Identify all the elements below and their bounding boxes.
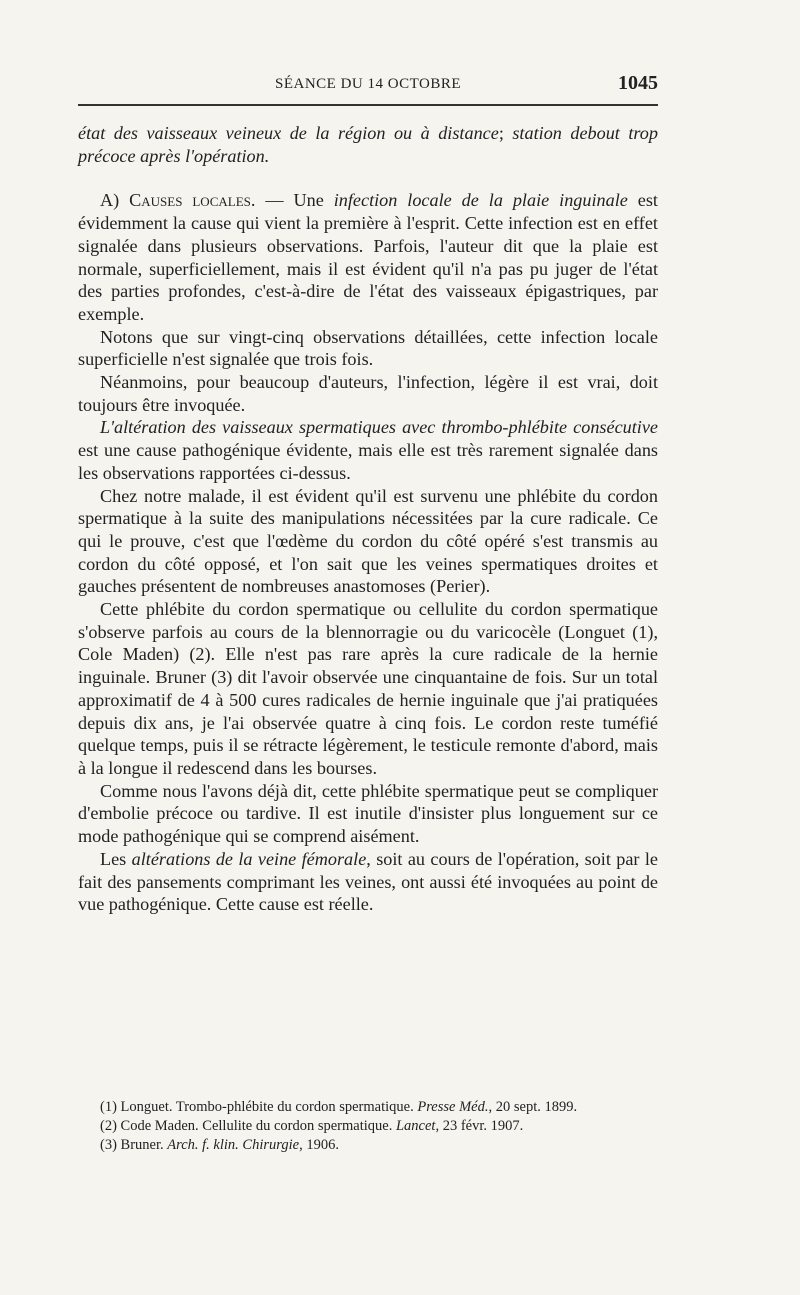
footnote-source: Presse Méd. (417, 1099, 489, 1115)
footnote-3 (78, 1136, 658, 1155)
footnote-text: , 23 févr. 1907. (435, 1118, 524, 1134)
footnotes (78, 1098, 658, 1155)
header-rule (78, 104, 658, 106)
paragraph-text: est une cause pathogénique évidente, mais elle est très rarement signalée dans les observations rapportées ci-dessus. (78, 440, 658, 483)
paragraph-text: — Une (255, 190, 334, 211)
footnote-text: (2) Code Maden. Cellulite du cordon spermatique. (100, 1118, 396, 1134)
paragraph-causes-locales (78, 189, 658, 325)
running-head: SÉANCE DU 14 OCTOBRE (275, 76, 461, 92)
paragraph: Néanmoins, pour beaucoup d'auteurs, l'infection, légère il est vrai, doit toujours être invoquée. (78, 372, 658, 415)
footnote-text: , 1906. (299, 1137, 339, 1153)
italic-text: station debout trop précoce après l'opération. (78, 123, 658, 166)
paragraph: Chez notre malade, il est évident qu'il est survenu une phlébite du cordon spermatique à la suite des manipulations nécessitées par la cure radicale. Ce qui le prouve, c'est que l'œdème du cordon du côté opéré s'est transmis au cordon du côté opposé, et l'on sait que les veines spermatiques droites et gauches présentent de nombreuses anastomoses (Perier). (78, 485, 658, 597)
paragraph-text: Les (100, 848, 132, 869)
paragraph (78, 848, 658, 916)
paragraph-text: ; (498, 123, 513, 143)
italic-text: L'altération des vaisseaux spermatiques avec thrombo-phlébite consécutive (100, 417, 658, 438)
page-header (78, 72, 658, 102)
footnote-1 (78, 1098, 658, 1117)
footnote-text: (1) Longuet. Trombo-phlébite du cordon spermatique. (100, 1099, 418, 1115)
body-text (78, 122, 658, 916)
paragraph-continued (78, 122, 658, 167)
footnote-2 (78, 1117, 658, 1136)
paragraph: Cette phlébite du cordon spermatique ou cellulite du cordon spermatique s'observe parfois au cours de la blennorragie ou du varicocèle (Longuet (1), Cole Maden) (2). Elle n'est pas rare après la cure radicale de la hernie inguinale. Bruner (3) dit l'avoir observée une cinquantaine de fois. Sur un total approximatif de 4 à 500 cures radicales de hernie inguinale que j'ai pratiquées depuis dix ans, je l'ai observée quatre à cinq fois. Le cordon reste tuméfié quelque temps, puis il se rétracte légèrement, le testicule remonte d'abord, mais à la longue il redescend dans les bourses. (78, 599, 658, 778)
footnote-text: (3) Bruner. (100, 1137, 168, 1153)
section-label: A) Causes locales. (100, 190, 256, 211)
paragraph (78, 416, 658, 484)
paragraph: Comme nous l'avons déjà dit, cette phlébite spermatique peut se compliquer d'embolie précoce ou tardive. Il est inutile d'insister plus longuement sur ce mode pathogénique qui se comprend aisément. (78, 780, 658, 847)
footnote-source: Lancet (395, 1118, 436, 1134)
paragraph-text: , soit au cours de l'opération, soit par le fait des pansements comprimant les veines, ont aussi été invoquées au point de vue pathogénique. Cette cause est réelle. (78, 848, 658, 915)
page-number: 1045 (618, 72, 658, 94)
italic-text: altérations de la veine fémorale (131, 848, 367, 869)
italic-text: infection locale de la plaie inguinale (333, 190, 628, 211)
italic-text: état des vaisseaux veineux de la région ou à distance (78, 123, 499, 143)
paragraph: Notons que sur vingt-cinq observations détaillées, cette infection locale superficielle n'est signalée que trois fois. (78, 326, 658, 370)
paragraph-text: est évidemment la cause qui vient la première à l'esprit. Cette infection est en effet signalée dans plusieurs observations. Parfois, l'auteur dit que la plaie est normale, superficiellement, mais il est évident qu'il n'a pas pu juger de l'état des parties profondes, c'est-à-dire de l'état des vaisseaux épigastriques, par exemple. (78, 190, 658, 324)
footnote-source: Arch. f. klin. Chirurgie (167, 1137, 300, 1153)
footnote-text: , 20 sept. 1899. (488, 1099, 578, 1115)
